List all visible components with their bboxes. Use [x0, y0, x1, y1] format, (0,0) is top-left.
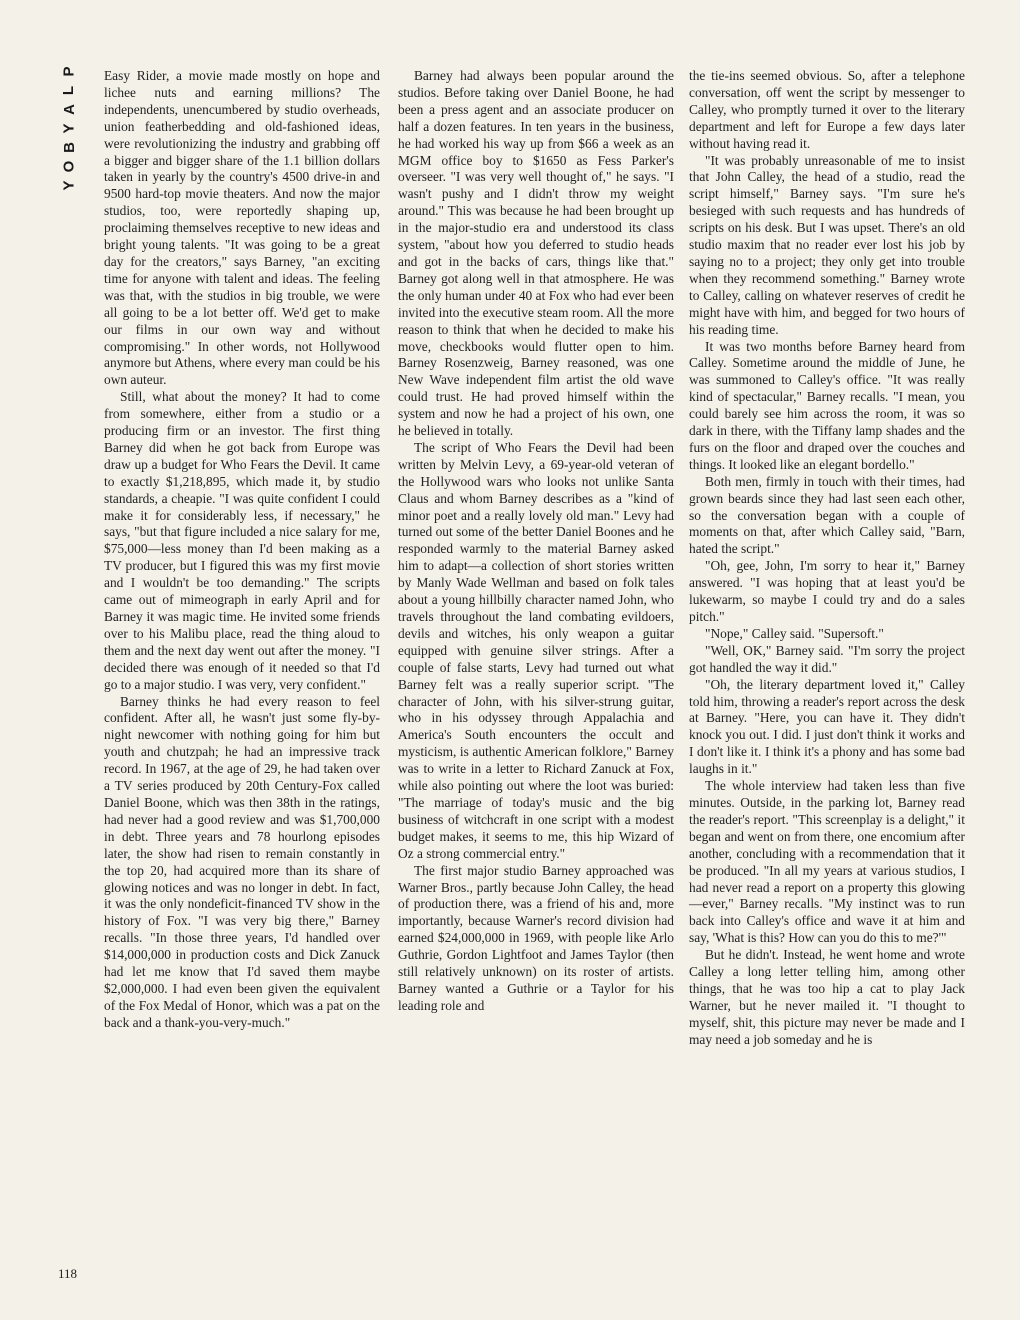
- paragraph: "Oh, the literary department loved it," Calley told him, throwing a reader's report across the desk at Barney. "Here, you can have it. They didn't knock you out. I did. I just don't think it works and I don't like it. I think it's a phony and has some bad laughs in it.": [689, 676, 965, 777]
- paragraph: "Nope," Calley said. "Supersoft.": [705, 625, 884, 641]
- masthead-letter: B: [60, 142, 78, 153]
- masthead: [56, 62, 82, 195]
- masthead-letter: P: [60, 66, 78, 77]
- paragraph: "It was probably unreasonable of me to insist that John Calley, the head of a studio, read the script himself," Barney says. "I'm sure he's besieged with such requests and has hundreds of scripts on his desk. But I was upset. There's an old studio maxim that no reader ever lost his job by saying no to a project; they only get into trouble when they recommend something." Barney wrote to Calley, calling on whatever reserves of credit he might have with him, and begged for two hours of his reading time.: [689, 152, 965, 337]
- paragraph: The script of Who Fears the Devil had been written by Melvin Levy, a 69-year-old veteran of the Hollywood wars who looks not unlike Santa Claus and whom Barney describes as a "kind of minor poet and a really lovely old man." Levy had turned out some of the better Daniel Boones and he responded warmly to the material Barney asked him to adapt—a collection of short stories written by Manly Wade Wellman and based on folk tales about a young hillbilly character named John, who travels throughout the land combating evildoers, devils and witches, his only weapon a guitar equipped with genuine silver strings. After a couple of false starts, Levy had turned out what Barney felt was a really superior script. "The character of John, with his silver-strung guitar, who in his odyssey through Appalachia and America's South encounters the occult and mysticism, is authentic American folklore," Barney was to write in a letter to Richard Zanuck at Fox, while also pointing out where the loot was buried: "The marriage of today's music and the big business of witchcraft in one script with a modest budget makes, it seems to me, this hip Wizard of Oz a strong commercial entry.": [398, 439, 674, 861]
- article-column-3: [689, 68, 965, 1049]
- paragraph: Barney thinks he had every reason to feel confident. After all, he wasn't just some fly-by-night newcomer with nothing going for him but youth and chutzpah; he had an impressive track record. In 1967, at the age of 29, he had taken over a TV series produced by 20th Century-Fox called Daniel Boone, which was then 38th in the ratings, had never had a good review and was $1,700,000 in debt. Three years and 78 hourlong episodes later, the show had risen to remain constantly in the top 20, had acquired more than its share of glowing notices and was no longer in debt. In fact, it was the only nondeficit-financed TV show in the history of Fox. "I was very big there," Barney recalls. "In those three years, I'd handled over $14,000,000 in production costs and Dick Zanuck had let me know that I'd saved them maybe $2,000,000. I had even been given the equivalent of the Fox Medal of Honor, which was a pat on the back and a thank-you-very-much.": [104, 693, 380, 1030]
- masthead-letter: Y: [60, 123, 78, 134]
- masthead-letter: Y: [60, 180, 78, 191]
- masthead-letter: L: [60, 85, 78, 96]
- paragraph: Barney had always been popular around the studios. Before taking over Daniel Boone, he had been a press agent and an associate producer on half a dozen features. In ten years in the business, he had worked his way up from $66 a week as an MGM office boy to $1650 as Fess Parker's overseer. "I was very well thought of," he says. "I wasn't pushy and I didn't throw my weight around." This was because he had been brought up in the major-studio era and understood its class system, "about how you deferred to studio heads and got in the backs of cars, things like that." Barney got along well in that atmosphere. He was the only human under 40 at Fox who had ever been invited into the executive steam room. All the more reason to think that when he decided to make his move, checkbooks would flutter open to him. Barney Rosenzweig, Barney reasoned, was one New Wave independent film artist the old wave could trust. He had proved himself within the system and now he had a project of his own, one he believed in totally.: [398, 68, 674, 439]
- paragraph: "Well, OK," Barney said. "I'm sorry the project got handled the way it did.": [689, 642, 965, 675]
- paragraph: "Oh, gee, John, I'm sorry to hear it," Barney answered. "I was hoping that at least you'd be lukewarm, so maybe I could try and do a sales pitch.": [689, 558, 965, 624]
- masthead-letter: A: [60, 104, 78, 115]
- masthead-letter: O: [60, 160, 78, 173]
- paragraph: Both men, firmly in touch with their times, had grown beards since they had last seen each other, so the conversation began with a couple of moments on that, after which Calley said, "Barn, hated the script.": [689, 473, 965, 557]
- paragraph: Still, what about the money? It had to come from somewhere, either from a studio or a producing firm or an investor. The first thing Barney did when he got back from Europe was draw up a budget for Who Fears the Devil. It came to exactly $1,218,895, which made it, by studio standards, a cheapie. "I was quite confident I could make it for considerably less, if necessary," he says, "but that figure included a nice salary for me, $75,000—less money than I'd been making as a TV producer, but I figured this was my first movie and I wouldn't be too demanding." The scripts came out of mimeograph in early April and for Barney it was magic time. He invited some friends over to his Malibu place, read the thing aloud to them and the next day went out after the money. "I decided there was enough of it needed so that I'd go to a major studio. I was very, very confident.": [104, 389, 380, 692]
- paragraph: But he didn't. Instead, he went home and wrote Calley a long letter telling him, among other things, that he was too hip a cat to play Jack Warner, but he never mailed it. "I thought to myself, shit, this picture may never be made and I may need a job someday and he is: [689, 947, 965, 1047]
- paragraph: the tie-ins seemed obvious. So, after a telephone conversation, off went the script by messenger to Calley, who promptly turned it over to the literary department and left for Europe a few days later without having read it.: [689, 68, 965, 151]
- paragraph: It was two months before Barney heard from Calley. Sometime around the middle of June, he was summoned to Calley's office. "It was really kind of spectacular," Barney recalls. "I mean, you could barely see him across the room, it was so dark in there, with the Tiffany lamp shades and the furs on the floor and draped over the couches and things. It looked like an elegant bordello.": [689, 338, 965, 472]
- paragraph: The first major studio Barney approached was Warner Bros., partly because John Calley, the head of production there, was a friend of his and, more importantly, because Warner's record division had earned $24,000,000 in 1969, with people like Arlo Guthrie, Gordon Lightfoot and James Taylor (then still relatively unknown) on its roster of artists. Barney wanted a Guthrie or a Taylor for his leading role and: [398, 862, 674, 1013]
- article-column-1: [104, 68, 380, 1032]
- paragraph: The whole interview had taken less than five minutes. Outside, in the parking lot, Barney read the reader's report. "This screenplay is a delight," it began and went on from there, one encomium after another, concluding with a recommendation that it be produced. "In all my years at various studios, I had never read a report on a property this glowing—ever," Barney recalls. "My instinct was to run back into Calley's office and wave it at him and say, 'What is this? How can you do this to me?'": [689, 778, 965, 946]
- page-number: 118: [58, 1266, 78, 1281]
- paragraph: Easy Rider, a movie made mostly on hope and lichee nuts and earning millions? The independents, unencumbered by studio overheads, union featherbedding and old-fashioned ideas, were revolutionizing the industry and grabbing off a bigger and bigger share of the 1.1 billion dollars taken in yearly by the country's 4500 drive-in and 9500 hard-top movie theaters. And now the major studios, too, were reportedly shaping up, proclaiming themselves receptive to new ideas and bright young talents. "It was going to be a great day for the creators," says Barney, "an exciting time for anyone with talent and ideas. The feeling was that, with the studios in big trouble, we were all going to be a lot better off. We'd get to make our films in our own way and without compromising." In other words, not Hollywood anymore but Athens, where every man could be his own auteur.: [104, 68, 380, 388]
- article-column-2: [398, 68, 674, 1015]
